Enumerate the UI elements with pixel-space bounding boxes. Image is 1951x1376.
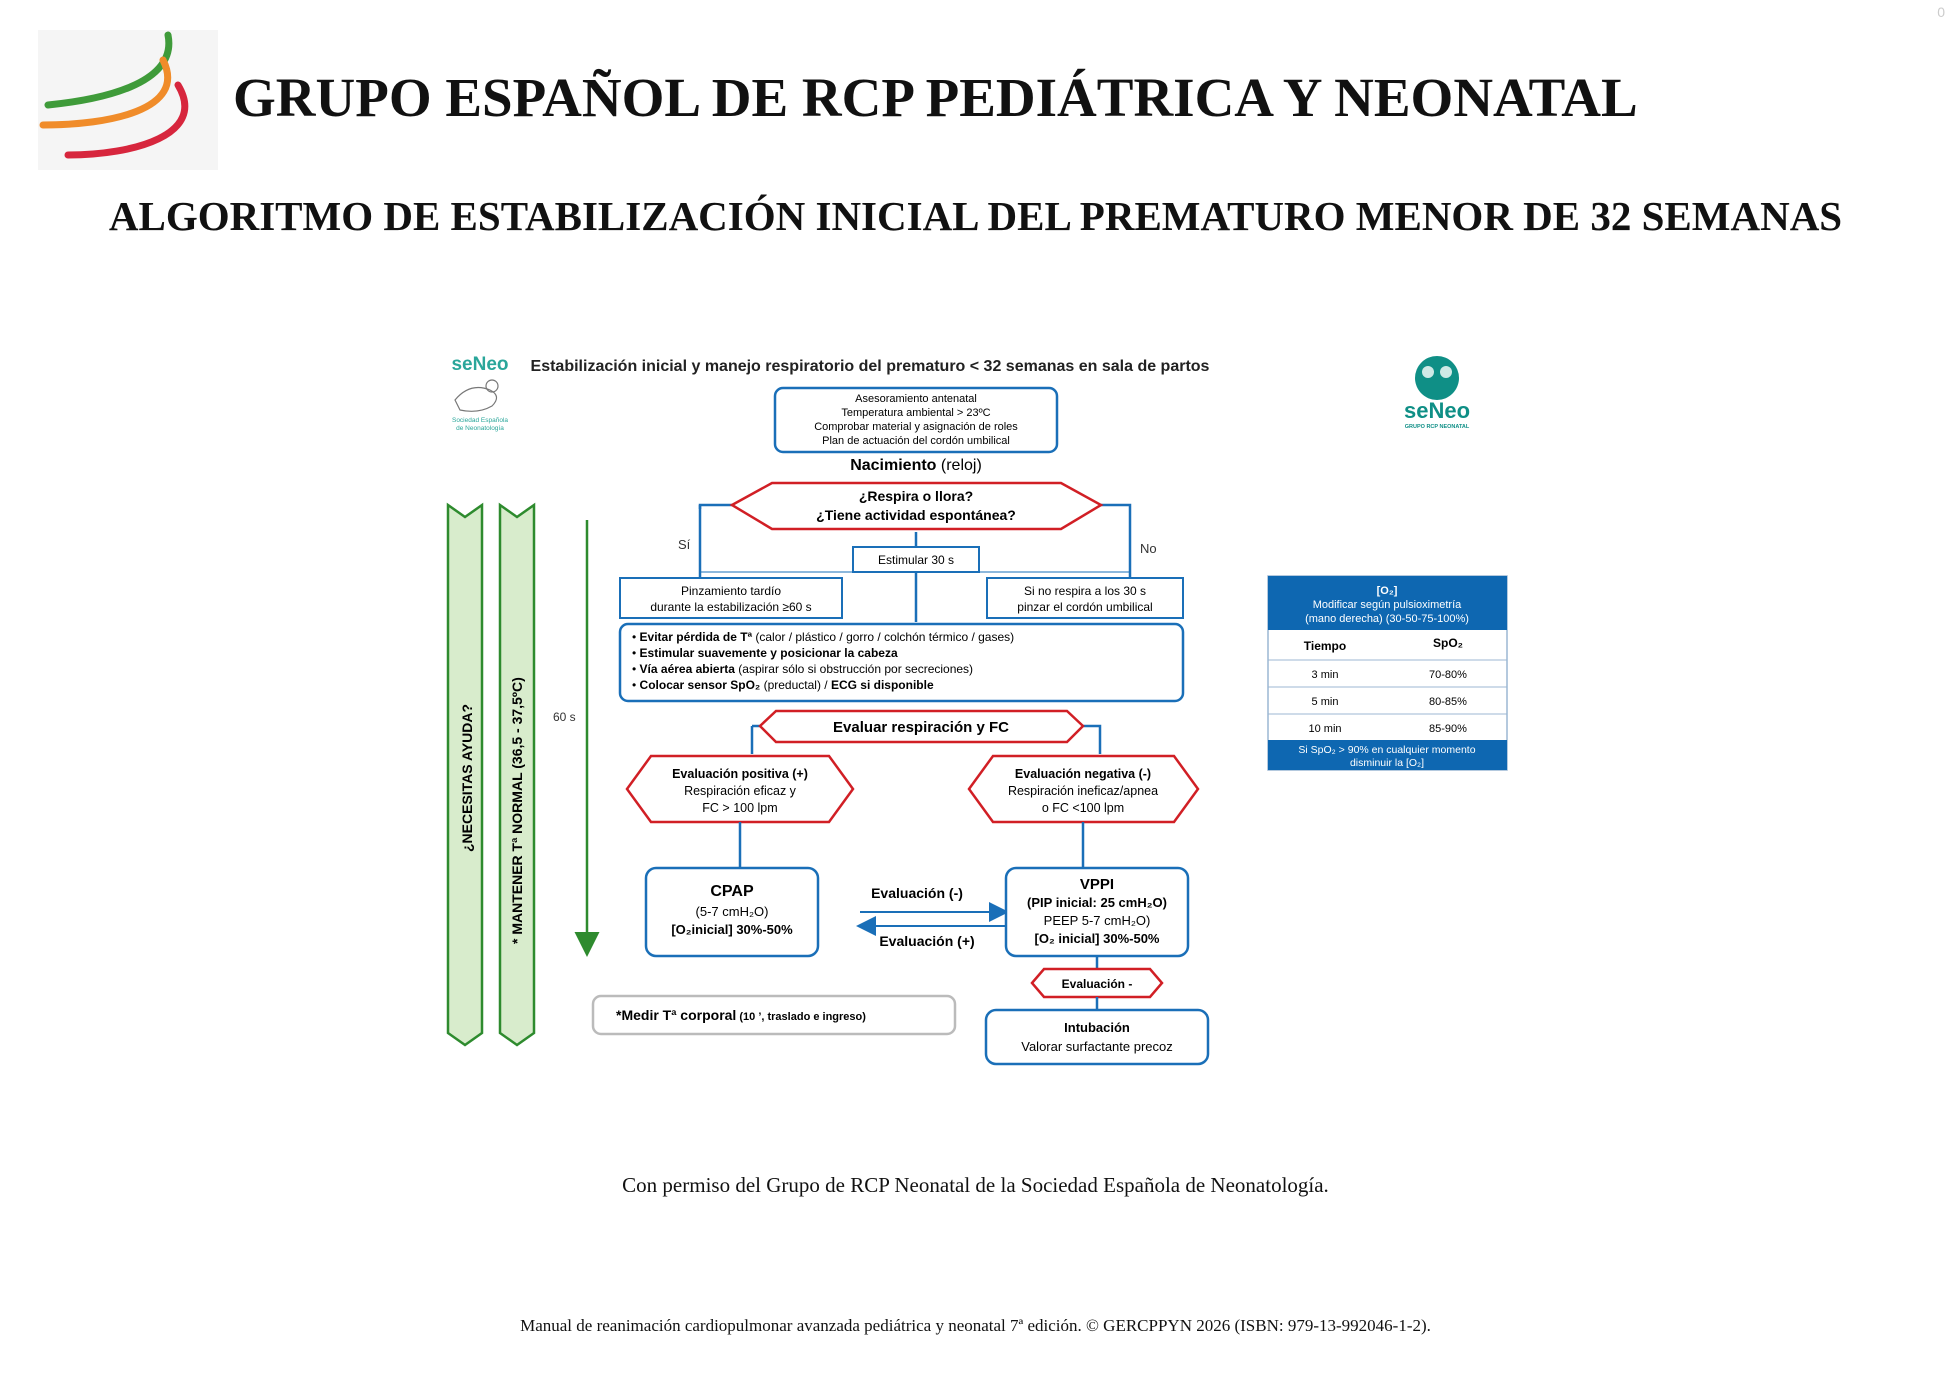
bullet-4: • Colocar sensor SpO₂ (preductal) / ECG si disponible (632, 678, 934, 692)
intubation-line-1: Valorar surfactante precoz (1021, 1039, 1173, 1054)
temperature-label: * MANTENER Tª NORMAL (36,5 - 37,5ºC) (509, 677, 525, 944)
spo2-row-1-value: 70-80% (1429, 669, 1467, 681)
eval-positive-label: Evaluación (+) (879, 933, 975, 949)
spo2-table-footer-1: Si SpO₂ > 90% en cualquier momento (1298, 744, 1476, 756)
cpap-title: CPAP (710, 883, 754, 900)
seneo-logo-right-name: seNeo (1403, 398, 1471, 423)
stimulate-label: Estimular 30 s (877, 553, 955, 567)
measure-temp-label: *Medir Tª corporal (10 ’, traslado e ingreso) (616, 1007, 866, 1023)
koala-icon (1415, 356, 1459, 400)
spo2-table-col1: Tiempo (1303, 639, 1347, 653)
clamp-cord-line-2: pinzar el cordón umbilical (1017, 600, 1153, 614)
question-line-1: ¿Respira o llora? (858, 488, 974, 504)
eval-negative-label: Evaluación (-) (871, 885, 963, 901)
baby-icon (455, 388, 497, 412)
negative-title: Evaluación negativa (-) (1014, 767, 1152, 781)
birth-label (850, 457, 982, 474)
spo2-row-2-time: 5 min (1311, 696, 1339, 708)
negative-line-1: Respiración ineficaz/apnea (1007, 784, 1159, 798)
eval-minus-label: Evaluación - (1061, 977, 1133, 991)
spo2-table-header-1: [O₂] (1376, 585, 1398, 597)
page-title: GRUPO ESPAÑOL DE RCP PEDIÁTRICA Y NEONATAL (233, 67, 1638, 128)
spo2-row-3-value: 85-90% (1429, 723, 1467, 735)
vppi-title: VPPI (1079, 876, 1115, 893)
spo2-row-1-time: 3 min (1311, 669, 1339, 681)
seneo-logo-left-line2: de Neonatología (456, 425, 504, 432)
positive-title: Evaluación positiva (+) (672, 767, 808, 781)
spo2-table-col2: SpO₂ (1433, 636, 1463, 650)
seneo-logo-left-name: seNeo (451, 354, 509, 375)
spo2-table-footer-2: disminuir la [O₂] (1349, 757, 1425, 769)
question-line-2: ¿Tiene actividad espontánea? (816, 507, 1016, 523)
delayed-clamping-line-2: durante la estabilización ≥60 s (650, 600, 812, 614)
seneo-logo-left (451, 354, 508, 432)
permission-credit: Con permiso del Grupo de RCP Neonatal de la Sociedad Española de Neonatología. (622, 1173, 1329, 1197)
spo2-table-header-3: (mano derecha) (30-50-75-100%) (1305, 613, 1469, 625)
diagram-title: Estabilización inicial y manejo respiratorio del prematuro < 32 semanas en sala de partos (530, 358, 1210, 375)
seneo-logo-right (1404, 356, 1470, 430)
spo2-table (1268, 576, 1507, 770)
birth-label-bold: Nacimiento (850, 457, 937, 474)
yes-label: Sí (678, 537, 691, 552)
page-subtitle: ALGORITMO DE ESTABILIZACIÓN INICIAL DEL PREMATURO MENOR DE 32 SEMANAS (108, 193, 1843, 239)
bullet-3: • Vía aérea abierta (aspirar sólo si obstrucción por secreciones) (632, 662, 974, 676)
vppi-line-1: (PIP inicial: 25 cmH₂O) (1027, 895, 1167, 910)
clamp-cord-line-1: Si no respira a los 30 s (1023, 584, 1147, 598)
seneo-logo-left-line1: Sociedad Española (451, 417, 509, 424)
antenatal-line-4: Plan de actuación del cordón umbilical (822, 435, 1010, 447)
delayed-clamping-line-1: Pinzamiento tardío (680, 584, 782, 598)
intubation-title: Intubación (1064, 1020, 1130, 1035)
spo2-table-header-2: Modificar según pulsioximetría (1312, 599, 1462, 611)
antenatal-line-3: Comprobar material y asignación de roles (814, 421, 1018, 433)
seneo-logo-right-caption: GRUPO RCP NEONATAL (1404, 424, 1470, 430)
bullet-2: • Estimular suavemente y posicionar la cabeza (632, 646, 898, 660)
intubation-box (986, 1010, 1208, 1064)
spo2-row-3-time: 10 min (1308, 723, 1342, 735)
antenatal-line-1: Asesoramiento antenatal (855, 393, 977, 405)
evaluate-label: Evaluar respiración y FC (833, 719, 1009, 736)
negative-line-2: o FC <100 lpm (1041, 801, 1125, 815)
no-label: No (1140, 541, 1157, 556)
antenatal-line-2: Temperatura ambiental > 23ºC (841, 407, 991, 419)
cpap-line-1: (5-7 cmH₂O) (695, 904, 769, 919)
cpap-line-2: [O₂inicial] 30%-50% (671, 922, 793, 937)
corner-mark: 0 (1937, 4, 1945, 20)
vppi-line-2: PEEP 5-7 cmH₂O) (1043, 913, 1151, 928)
help-label: ¿NECESITAS AYUDA? (459, 703, 475, 852)
bullet-1: • Evitar pérdida de Tª (calor / plástico / gorro / colchón térmico / gases) (632, 630, 1015, 644)
positive-line-2: FC > 100 lpm (702, 801, 778, 815)
positive-line-1: Respiración eficaz y (684, 784, 796, 798)
spo2-row-2-value: 80-85% (1429, 696, 1467, 708)
gercppyn-logo (38, 30, 218, 170)
birth-label-normal: (reloj) (936, 457, 982, 474)
stabilization-flowchart (420, 340, 1530, 1080)
time-label: 60 s (553, 710, 576, 724)
page-footer: Manual de reanimación cardiopulmonar avanzada pediátrica y neonatal 7ª edición. © GERCPPYN 2026 (ISBN: 979-13-992046-1-2). (520, 1316, 1431, 1335)
vppi-line-3: [O₂ inicial] 30%-50% (1034, 931, 1160, 946)
